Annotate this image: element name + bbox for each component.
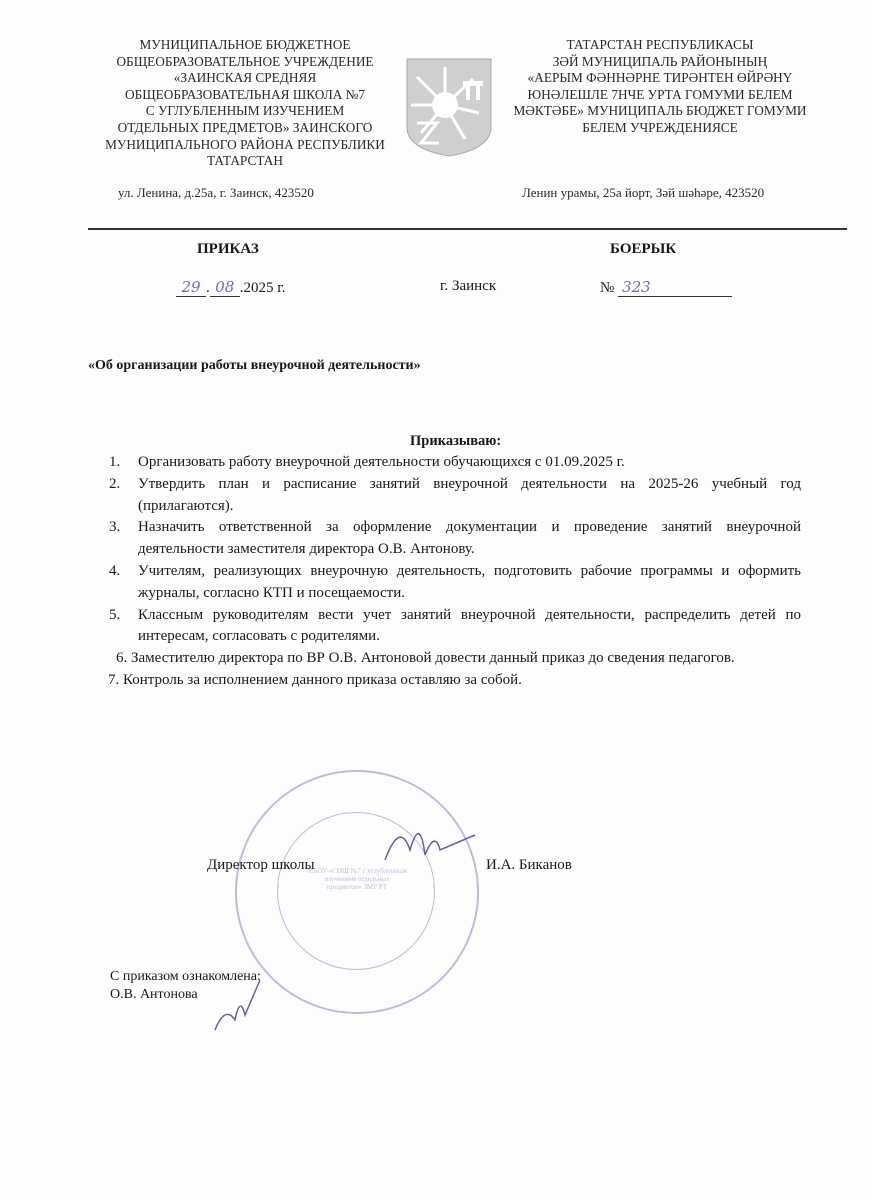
acknowledgement-signature bbox=[205, 975, 275, 1040]
header-line: ОБЩЕОБРАЗОВАТЕЛЬНАЯ ШКОЛА №7 bbox=[125, 86, 365, 102]
director-signature bbox=[380, 810, 480, 875]
date-year: .2025 г. bbox=[239, 280, 286, 296]
date-day: 29 bbox=[176, 278, 206, 297]
header-line: ЮНӘЛЕШЛЕ 7НЧЕ УРТА ГОМУМИ БЕЛЕМ bbox=[527, 86, 793, 102]
order-title-tt: БОЕРЫК bbox=[610, 241, 677, 257]
header-line: МӘКТӘБЕ» МУНИЦИПАЛЬ БЮДЖЕТ ГОМУМИ bbox=[513, 103, 807, 119]
order-title-ru: ПРИКАЗ bbox=[197, 241, 259, 257]
header-line: МУНИЦИПАЛЬНОГО РАЙОНА РЕСПУБЛИКИ bbox=[105, 136, 385, 152]
order-item bbox=[78, 452, 801, 474]
director-name: И.А. Биканов bbox=[486, 857, 572, 873]
left-org-header bbox=[95, 37, 395, 170]
acknowledgement-label: С приказом ознакомлена: bbox=[110, 969, 261, 984]
left-address: ул. Ленина, д.25а, г. Заинск, 423520 bbox=[118, 185, 314, 200]
order-item bbox=[78, 474, 801, 518]
header-line: ТАТАРСТАН bbox=[206, 153, 284, 169]
command-heading: Приказываю: bbox=[410, 433, 502, 449]
item-text: Назначить ответственной за оформление документации и проведение занятий внеурочной деятельности заместителя директора О.В. Антонову. bbox=[138, 519, 801, 558]
order-item-6: 6. Заместителю директора по ВР О.В. Антоновой довести данный приказ до сведения педагогов. bbox=[116, 650, 735, 667]
header-line: МУНИЦИПАЛЬНОЕ БЮДЖЕТНОЕ bbox=[139, 37, 351, 52]
header-divider bbox=[88, 228, 847, 230]
order-item-7: 7. Контроль за исполнением данного приказа оставляю за собой. bbox=[108, 671, 522, 688]
order-body bbox=[78, 452, 801, 692]
item-text: Учителям, реализующих внеурочную деятельность, подготовить рабочие программы и оформить журналы, согласно КТП и посещаемости. bbox=[138, 562, 801, 601]
item-text: Организовать работу внеурочной деятельности обучающихся с 01.09.2025 г. bbox=[138, 454, 625, 470]
header-line: «АЕРЫМ ФӘННӘРНЕ ТИРӘНТЕН ӨЙРӘНҮ bbox=[527, 70, 793, 86]
right-org-header bbox=[500, 37, 820, 137]
order-item bbox=[78, 605, 801, 649]
order-item bbox=[78, 517, 801, 561]
coat-of-arms-logo bbox=[405, 57, 493, 157]
order-items bbox=[78, 452, 801, 648]
header-line: ОТДЕЛЬНЫХ ПРЕДМЕТОВ» ЗАИНСКОГО bbox=[117, 119, 373, 135]
right-address: Ленин урамы, 25а йорт, Зәй шәһәре, 423520 bbox=[522, 185, 765, 200]
order-date: 29 . 08 .2025 г. bbox=[176, 278, 285, 297]
item-number: 2. bbox=[109, 475, 121, 492]
order-item bbox=[78, 561, 801, 605]
header-line: ЗӘЙ МУНИЦИПАЛЬ РАЙОНЫНЫҢ bbox=[552, 53, 768, 69]
item-number: 5. bbox=[109, 606, 121, 623]
header-line: «ЗАИНСКАЯ СРЕДНЯЯ bbox=[173, 70, 317, 86]
item-number: 1. bbox=[109, 454, 121, 470]
item-number: 4. bbox=[109, 562, 121, 579]
header-line: С УГЛУБЛЕННЫМ ИЗУЧЕНИЕМ bbox=[145, 103, 345, 119]
acknowledgement-name: О.В. Антонова bbox=[110, 987, 198, 1002]
order-number bbox=[600, 278, 732, 297]
header-line: ОБЩЕОБРАЗОВАТЕЛЬНОЕ УЧРЕЖДЕНИЕ bbox=[116, 53, 374, 69]
item-text: Классным руководителям вести учет занятий внеурочной деятельности, распределить детей по интересам, согласовать с родителями. bbox=[138, 606, 801, 645]
header-line: ТАТАРСТАН РЕСПУБЛИКАСЫ bbox=[566, 37, 754, 52]
header-line: БЕЛЕМ УЧРЕЖДЕНИЯСЕ bbox=[582, 119, 738, 135]
stamp-text: МБОУ «СОШ №7 с углубленным изучением отдельных предметов» ЗМР РТ bbox=[307, 867, 407, 891]
number-value: 323 bbox=[618, 278, 732, 297]
date-month: 08 bbox=[210, 278, 240, 297]
director-position: Директор школы bbox=[207, 857, 315, 873]
item-number: 3. bbox=[109, 519, 121, 536]
number-label: № bbox=[600, 280, 615, 296]
order-subject: «Об организации работы внеурочной деятельности» bbox=[88, 358, 421, 373]
order-city: г. Заинск bbox=[440, 278, 497, 294]
item-text: Утвердить план и расписание занятий внеурочной деятельности на 2025-26 учебный год (прилагаются). bbox=[138, 475, 801, 514]
